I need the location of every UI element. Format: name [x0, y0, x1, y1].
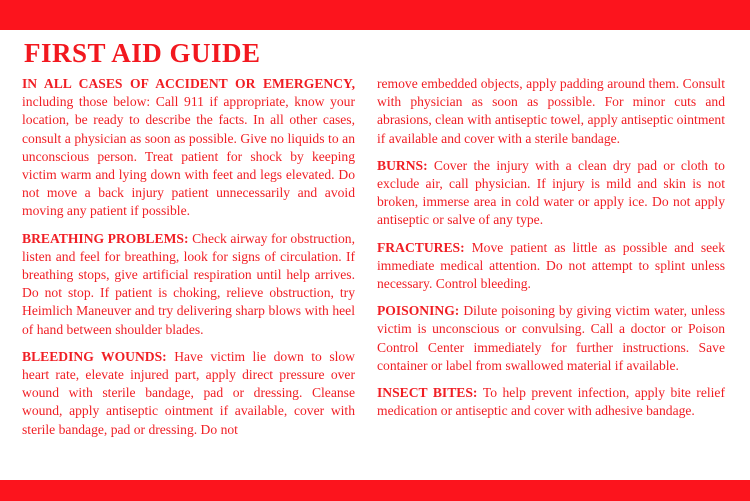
section-insect-bites	[377, 384, 725, 420]
section-burns	[377, 157, 725, 230]
section-body: Cover the injury with a clean dry pad or cloth to exclude air, call physician. If injury is mild and skin is not broken, immerse area in cold water or apply ice. Do not apply antiseptic or salve of any type.	[377, 157, 725, 228]
section-heading: POISONING:	[377, 303, 460, 319]
card-content	[22, 30, 725, 439]
page-title: FIRST AID GUIDE	[24, 38, 261, 68]
right-column	[377, 75, 725, 439]
section-bleeding-wounds	[22, 348, 355, 439]
section-heading: BLEEDING WOUNDS:	[22, 348, 167, 364]
top-red-bar	[0, 0, 750, 30]
section-body: remove embedded objects, apply padding around them. Consult with physician as soon as possible. For minor cuts and abrasions, clean with antiseptic towel, apply antiseptic ointment if available and cover with a sterile bandage.	[377, 76, 725, 146]
section-heading: BURNS:	[377, 157, 428, 173]
section-heading: IN ALL CASES OF ACCIDENT OR EMERGENCY,	[22, 76, 355, 91]
section-breathing-problems	[22, 230, 355, 339]
section-heading: FRACTURES:	[377, 239, 465, 255]
section-body: Check airway for obstruction, listen and feel for breathing, look for signs of circulation. If breathing stops, give artificial respiration until help arrives. Do not stop. If patient is choking, relieve obstruction, try Heimlich Maneuver and try delivering sharp blows with heel of hand between shoulder blades.	[22, 230, 355, 337]
bottom-red-bar	[0, 480, 750, 501]
section-body: Dilute poisoning by giving victim water, unless victim is unconscious or convulsing. Call a doctor or Poison Control Center immediately for further instructions. Save container or label from swallowed material if available.	[377, 303, 725, 373]
section-body: Have victim lie down to slow heart rate, elevate injured part, apply direct pressure over wound with sterile bandage, pad or dressing. Cleanse wound, apply antiseptic ointment if available, cover with sterile bandage, pad or dressing. Do not	[22, 348, 356, 437]
section-heading: BREATHING PROBLEMS:	[22, 230, 189, 246]
section-fractures	[377, 239, 725, 294]
section-body: Move patient as little as possible and seek immediate medical attention. Do not attempt to splint unless necessary. Control bleeding.	[377, 239, 725, 292]
section-bleeding-wounds-continued	[377, 75, 725, 148]
two-column-layout	[22, 75, 725, 439]
section-body: To help prevent infection, apply bite relief medication or antiseptic and cover with adhesive bandage.	[377, 385, 725, 419]
section-emergency	[22, 75, 355, 221]
section-heading: INSECT BITES:	[377, 385, 478, 401]
section-poisoning	[377, 302, 725, 375]
left-column	[22, 75, 355, 439]
section-body: including those below: Call 911 if appropriate, know your location, be ready to describe the facts. In all other cases, consult a physician as soon as possible. Give no liquids to an unconscious person. Treat patient for shock by keeping victim warm and lying down with feet and legs elevated. Do not move a back injury patient unnecessarily and avoid moving any patient if possible.	[22, 94, 355, 219]
